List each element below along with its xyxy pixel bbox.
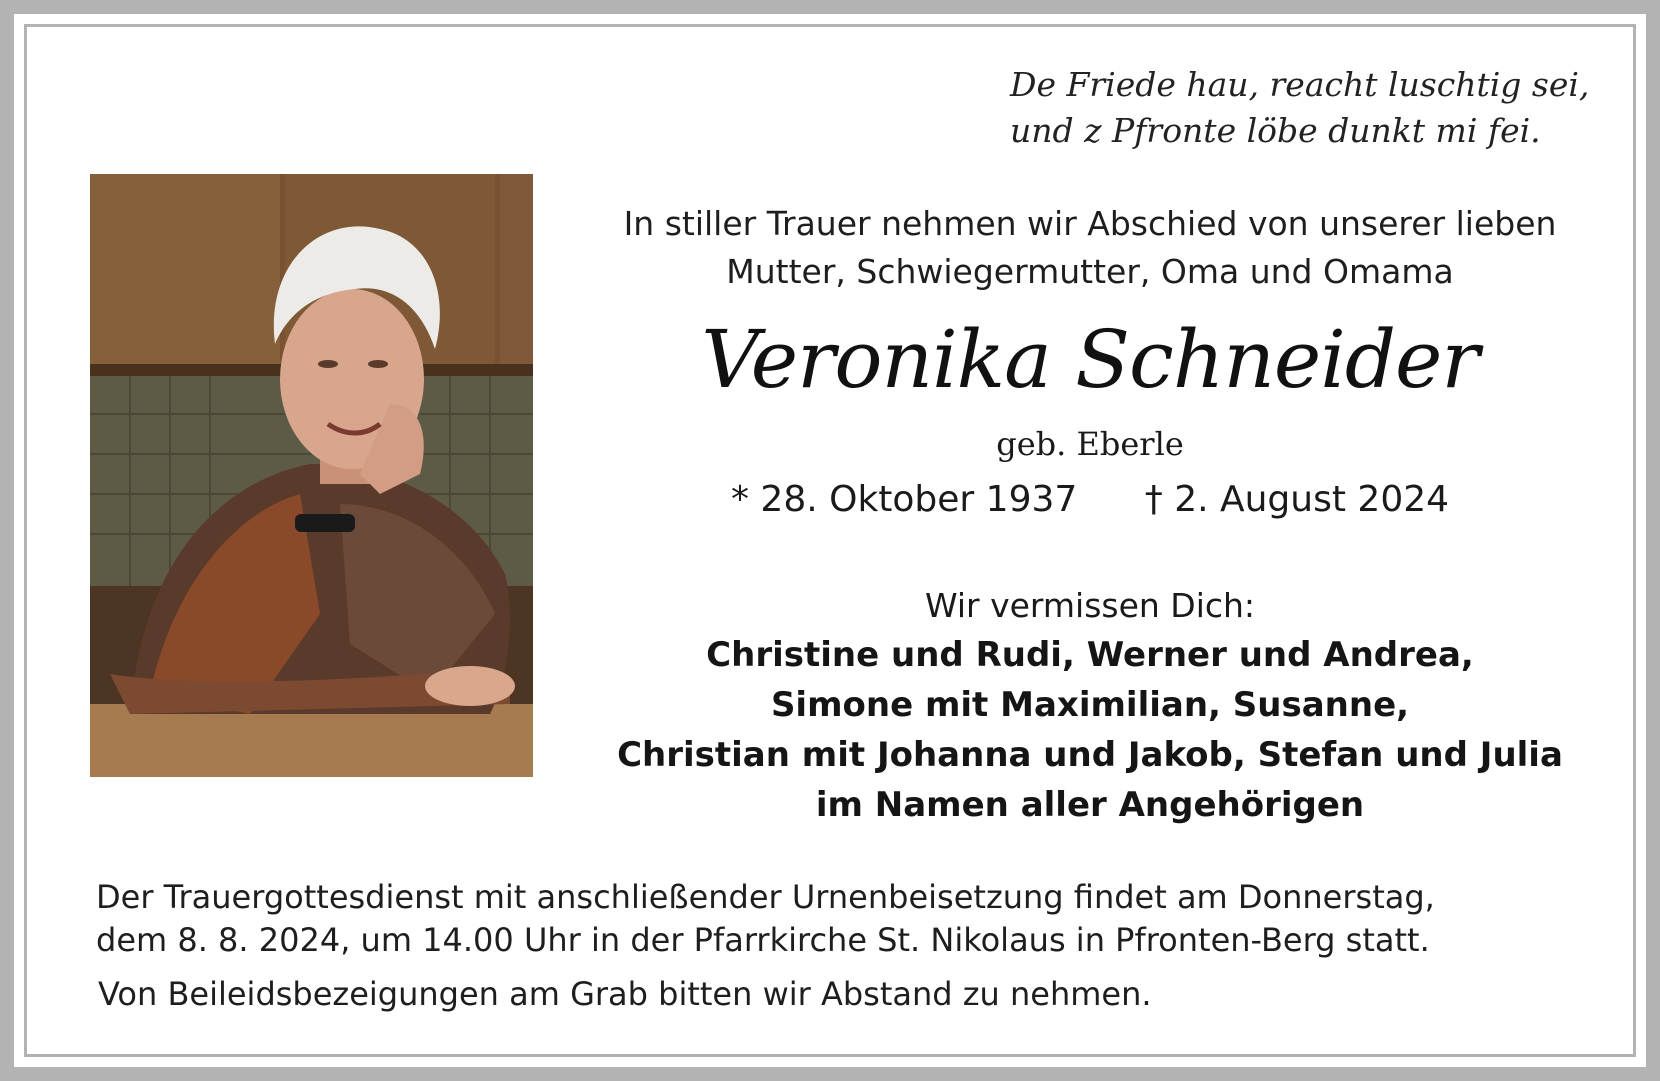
portrait-illustration	[90, 174, 533, 777]
motto-line-2: und z Pfronte löbe dunkt mi fei.	[1010, 111, 1541, 150]
mourners-line: im Namen aller Angehörigen	[815, 785, 1365, 825]
condolence-note: Von Beileidsbezeigungen am Grab bitten wir Abstand zu nehmen.	[98, 975, 1152, 1013]
motto	[1010, 62, 1630, 154]
intro-text	[590, 200, 1590, 296]
deceased-name: Veronika Schneider	[701, 313, 1479, 406]
service-info	[96, 876, 1596, 962]
mourners-heading: Wir vermissen Dich:	[924, 586, 1256, 625]
mourners-line: Christian mit Johanna und Jakob, Stefan und Julia	[617, 735, 1563, 775]
mourners-line: Simone mit Maximilian, Susanne,	[770, 685, 1410, 725]
intro-line-1: In stiller Trauer nehmen wir Abschied von unserer lieben	[623, 204, 1557, 243]
mourners-line: Christine und Rudi, Werner und Andrea,	[706, 635, 1474, 675]
mourners-list	[590, 630, 1590, 830]
life-dates	[590, 472, 1590, 528]
intro-line-2: Mutter, Schwiegermutter, Oma und Omama	[726, 252, 1454, 291]
birth-date: * 28. Oktober 1937	[730, 479, 1078, 520]
service-line-1: Der Trauergottesdienst mit anschließender Urnenbeisetzung findet am Donnerstag,	[96, 878, 1435, 916]
service-line-2: dem 8. 8. 2024, um 14.00 Uhr in der Pfarrkirche St. Nikolaus in Pfronten-Berg statt.	[96, 921, 1430, 959]
motto-line-1: De Friede hau, reacht luschtig sei,	[1010, 65, 1590, 104]
maiden-name: geb. Eberle	[996, 425, 1184, 463]
portrait-photo	[90, 174, 533, 777]
death-date: † 2. August 2024	[1144, 479, 1450, 520]
